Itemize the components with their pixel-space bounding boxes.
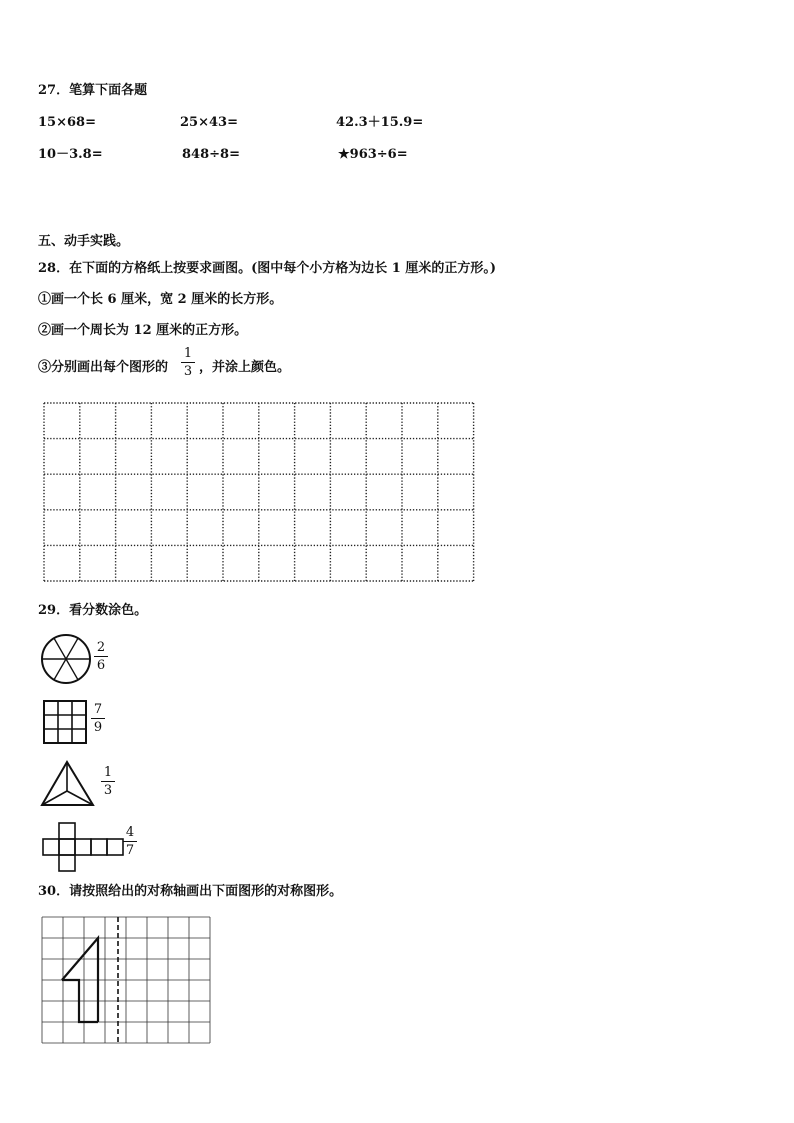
q29-fraction-3: [101, 765, 115, 798]
fraction-numerator: 4: [125, 825, 135, 840]
q27-problem-4: 10－3.8=: [38, 147, 103, 162]
circle-six-parts[interactable]: [40, 633, 92, 685]
q28-fraction: [181, 346, 195, 379]
q28-title: 28．在下面的方格纸上按要求画图。(图中每个小方格为边长 1 厘米的正方形。): [38, 261, 496, 276]
fraction-bar: [181, 362, 195, 363]
section-heading: 五、动手实践。: [38, 234, 130, 249]
q27-problem-2: 25×43=: [180, 115, 238, 130]
square-nine-parts[interactable]: [43, 700, 88, 745]
q27-problem-5: 848÷8=: [182, 147, 240, 162]
fraction-bar: [101, 781, 115, 782]
q27-problem-1: 15×68=: [38, 115, 96, 130]
q29-fraction-2: [91, 702, 105, 735]
q28-item-3-text: ③分别画出每个图形的: [38, 360, 169, 375]
q27-problem-3: 42.3＋15.9=: [336, 115, 424, 130]
fraction-numerator: 2: [96, 640, 106, 655]
cross-net-seven-parts[interactable]: [42, 822, 124, 872]
fraction-bar: [91, 718, 105, 719]
q27-title: 27．笔算下面各题: [38, 83, 148, 98]
fraction-denominator: 7: [125, 843, 135, 858]
fraction-denominator: 6: [96, 658, 106, 673]
fraction-denominator: 9: [93, 720, 103, 735]
triangle-three-parts[interactable]: [40, 760, 96, 808]
q29-fraction-1: [94, 640, 108, 673]
q28-item-3-text-after: ，并涂上颜色。: [199, 360, 291, 375]
q29-fraction-4: [123, 825, 137, 858]
dotted-grid-paper[interactable]: [43, 402, 475, 584]
symmetry-grid[interactable]: [41, 917, 213, 1045]
fraction-numerator: 1: [103, 765, 113, 780]
fraction-numerator: 7: [93, 702, 103, 717]
q28-item-2: ②画一个周长为 12 厘米的正方形。: [38, 323, 248, 338]
q28-item-1: ①画一个长 6 厘米，宽 2 厘米的长方形。: [38, 292, 283, 307]
q28-fraction-numerator: 1: [183, 346, 193, 361]
q27-problem-6: ★963÷6=: [338, 147, 408, 162]
q28-fraction-denominator: 3: [183, 364, 193, 379]
fraction-bar: [94, 656, 108, 657]
q29-title: 29．看分数涂色。: [38, 603, 148, 618]
q30-title: 30．请按照给出的对称轴画出下面图形的对称图形。: [38, 884, 343, 899]
fraction-denominator: 3: [103, 783, 113, 798]
fraction-bar: [123, 841, 137, 842]
